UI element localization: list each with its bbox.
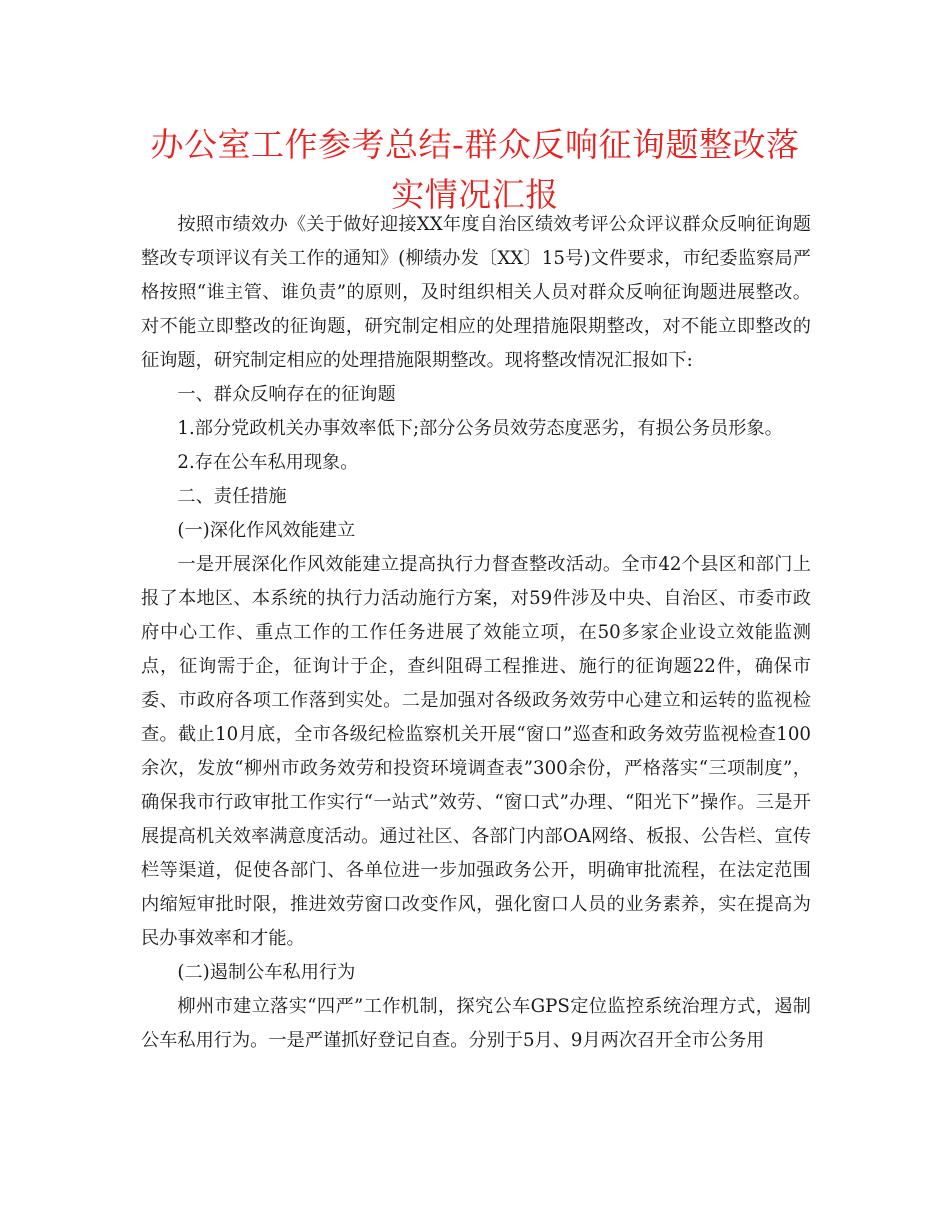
document-title: 办公室工作参考总结-群众反响征询题整改落实情况汇报 <box>150 125 800 214</box>
section-heading-problems: 一、群众反响存在的征询题 <box>177 384 396 405</box>
paragraph-efficiency: 一是开展深化作风效能建立提高执行力督查整改活动。全市42个县区和部门上报了本地区、本系统的执行力活动施行方案，对59件涉及中央、自治区、市委市政府中心工作、重点工作的工作任务进展了效能立项，在50多家企业设立效能监测点，征询需于企，征询计于企，查纠阻碍工程推进、施行的征询题22件，确保市委、市政府各项工作落到实处。二是加强对各级政务效劳中心建立和运转的监视检查。截止10月底，全市各级纪检监察机关开展“窗口”巡查和政务效劳监视检查100余次，发放“柳州市政务效劳和投资环境调查表”300余份，严格落实“三项制度”，确保我市行政审批工作实行“一站式”效劳、“窗口式”办理、“阳光下”操作。三是开展提高机关效率满意度活动。通过社区、各部门内部OA网络、板报、公告栏、宣传栏等渠道，促使各部门、各单位进一步加强政务公开，明确审批流程，在法定范围内缩短审批时限，推进效劳窗口改变作风，强化窗口人员的业务素养，实在提高为民办事效率和才能。 <box>141 554 811 949</box>
document-body <box>141 208 811 1058</box>
paragraph-vehicles: 柳州市建立落实“四严”工作机制，探究公车GPS定位监控系统治理方式，遏制公车私用行为。一是严谨抓好登记自查。分别于5月、9月两次召开全市公务用 <box>141 996 811 1051</box>
subsection-heading-vehicles: (二)遏制公车私用行为 <box>177 962 356 983</box>
paragraph-intro: 按照市绩效办《关于做好迎接XX年度自治区绩效考评公众评议群众反响征询题整改专项评议有关工作的通知》(柳绩办发〔XX〕15号)文件要求，市纪委监察局严格按照“谁主管、谁负责”的原则，及时组织相关人员对群众反响征询题进展整改。对不能立即整改的征询题，研究制定相应的处理措施限期整改，对不能立即整改的征询题，研究制定相应的处理措施限期整改。现将整改情况汇报如下: <box>141 214 811 371</box>
subsection-heading-efficiency: (一)深化作风效能建立 <box>177 520 356 541</box>
problem-item-2: 2.存在公车私用现象。 <box>177 452 359 473</box>
problem-item-1: 1.部分党政机关办事效率低下;部分公务员效劳态度恶劣，有损公务员形象。 <box>177 418 783 439</box>
section-heading-measures: 二、责任措施 <box>177 486 287 507</box>
